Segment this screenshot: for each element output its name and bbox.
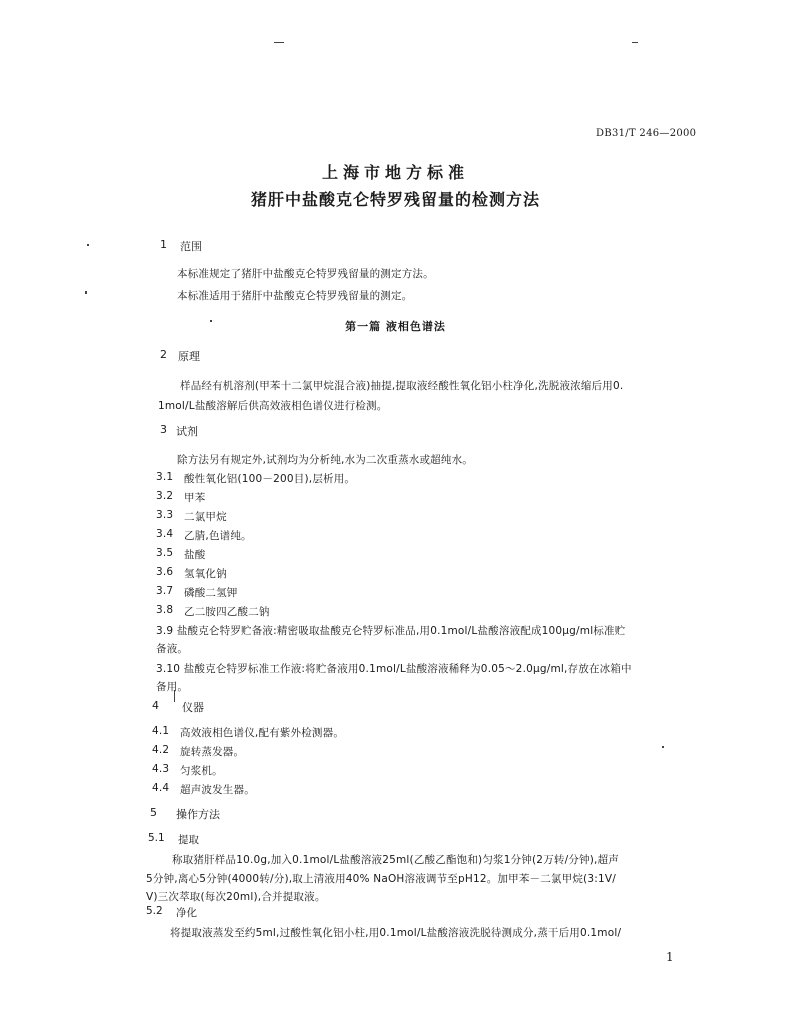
- list-item: 酸性氧化铝(100－200目),层析用。: [184, 473, 356, 485]
- section-number: 2: [160, 348, 167, 361]
- section-heading: 操作方法: [176, 808, 220, 821]
- scan-speck: [85, 291, 87, 294]
- paragraph: 样品经有机溶剂(甲苯十二氯甲烷混合液)抽提,提取液经酸性氧化铝小柱净化,洗脱液浓缩后用0.: [180, 380, 624, 392]
- list-item-continuation: 备液。: [156, 643, 189, 655]
- scan-speck: [274, 42, 284, 43]
- list-item-number: 4.3: [152, 763, 170, 775]
- list-item-number: 3.3: [156, 509, 174, 521]
- section-heading: 范围: [180, 240, 202, 253]
- subsection-heading: 提取: [178, 834, 199, 846]
- paragraph: 1mol/L盐酸溶解后供高效液相色谱仪进行检测。: [158, 400, 388, 412]
- list-item: 氢氧化钠: [184, 568, 227, 580]
- paragraph: 5分钟,离心5分钟(4000转/分),取上清液用40% NaOH溶液调节至pH12。加甲苯－二氯甲烷(3:1V/: [146, 873, 616, 885]
- section-number: 3: [160, 423, 167, 436]
- section-number: 4: [152, 699, 159, 712]
- paragraph: 除方法另有规定外,试剂均为分析纯,水为二次重蒸水或超纯水。: [177, 454, 473, 466]
- list-item-number: 3.4: [156, 528, 174, 540]
- document-title: 猪肝中盐酸克仑特罗残留量的检测方法: [250, 190, 540, 209]
- list-item-number: 3.8: [156, 604, 174, 616]
- list-item-number: 3.2: [156, 490, 174, 502]
- subsection-number: 5.2: [146, 905, 163, 917]
- document-code: DB31/T 246—2000: [596, 128, 697, 139]
- paragraph: 称取猪肝样品10.0g,加入0.1mol/L盐酸溶液25ml(乙酸乙酯饱和)匀浆1分钟(2万转/分钟),超声: [172, 854, 619, 866]
- list-item: 乙二胺四乙酸二钠: [184, 606, 270, 618]
- list-item: 匀浆机。: [180, 765, 223, 777]
- list-item: 高效液相色谱仪,配有紫外检测器。: [180, 727, 345, 739]
- list-item-number: 4.2: [152, 744, 170, 756]
- list-item-continuation: 备用。: [156, 681, 189, 693]
- page-number: 1: [666, 950, 674, 964]
- part-title: 第一篇 液相色谱法: [345, 320, 446, 333]
- paragraph: 本标准规定了猪肝中盐酸克仑特罗残留量的测定方法。: [177, 268, 434, 280]
- subsection-number: 5.1: [148, 832, 165, 844]
- section-number: 1: [160, 238, 167, 251]
- paragraph: 本标准适用于猪肝中盐酸克仑特罗残留量的测定。: [177, 290, 413, 302]
- list-item: 3.9 盐酸克仑特罗贮备液:精密吸取盐酸克仑特罗标准品,用0.1mol/L盐酸溶液配成100μg/ml标准贮: [156, 625, 626, 637]
- list-item: 乙腈,色谱纯。: [184, 530, 252, 542]
- list-item: 旋转蒸发器。: [180, 746, 245, 758]
- section-heading: 原理: [178, 350, 200, 363]
- list-item-number: 3.6: [156, 566, 174, 578]
- standard-title: 上海市地方标准: [321, 163, 469, 182]
- section-number: 5: [150, 806, 157, 819]
- section-heading: 仪器: [182, 701, 204, 714]
- scan-speck: [662, 746, 664, 748]
- list-item-number: 3.1: [156, 471, 174, 483]
- scan-speck: [87, 244, 89, 246]
- list-item: 甲苯: [184, 492, 206, 504]
- list-item: 3.10 盐酸克仑特罗标准工作液:将贮备液用0.1mol/L盐酸溶液稀释为0.05～2.0μg/ml,存放在冰箱中: [156, 663, 632, 675]
- list-item-number: 4.1: [152, 725, 170, 737]
- list-item-number: 3.7: [156, 585, 174, 597]
- list-item: 超声波发生器。: [180, 784, 255, 796]
- list-item: 磷酸二氢钾: [184, 587, 238, 599]
- section-heading: 试剂: [176, 425, 198, 438]
- list-item-number: 3.5: [156, 547, 174, 559]
- scan-speck: [632, 42, 638, 43]
- paragraph: V)三次萃取(每次20ml),合并提取液。: [146, 891, 326, 903]
- list-item: 盐酸: [184, 549, 206, 561]
- list-item: 二氯甲烷: [184, 511, 227, 523]
- list-item-number: 4.4: [152, 782, 170, 794]
- paragraph: 将提取液蒸发至约5ml,过酸性氧化铝小柱,用0.1mol/L盐酸溶液洗脱待测成分,蒸干后用0.1mol/: [170, 927, 622, 939]
- subsection-heading: 净化: [176, 907, 197, 919]
